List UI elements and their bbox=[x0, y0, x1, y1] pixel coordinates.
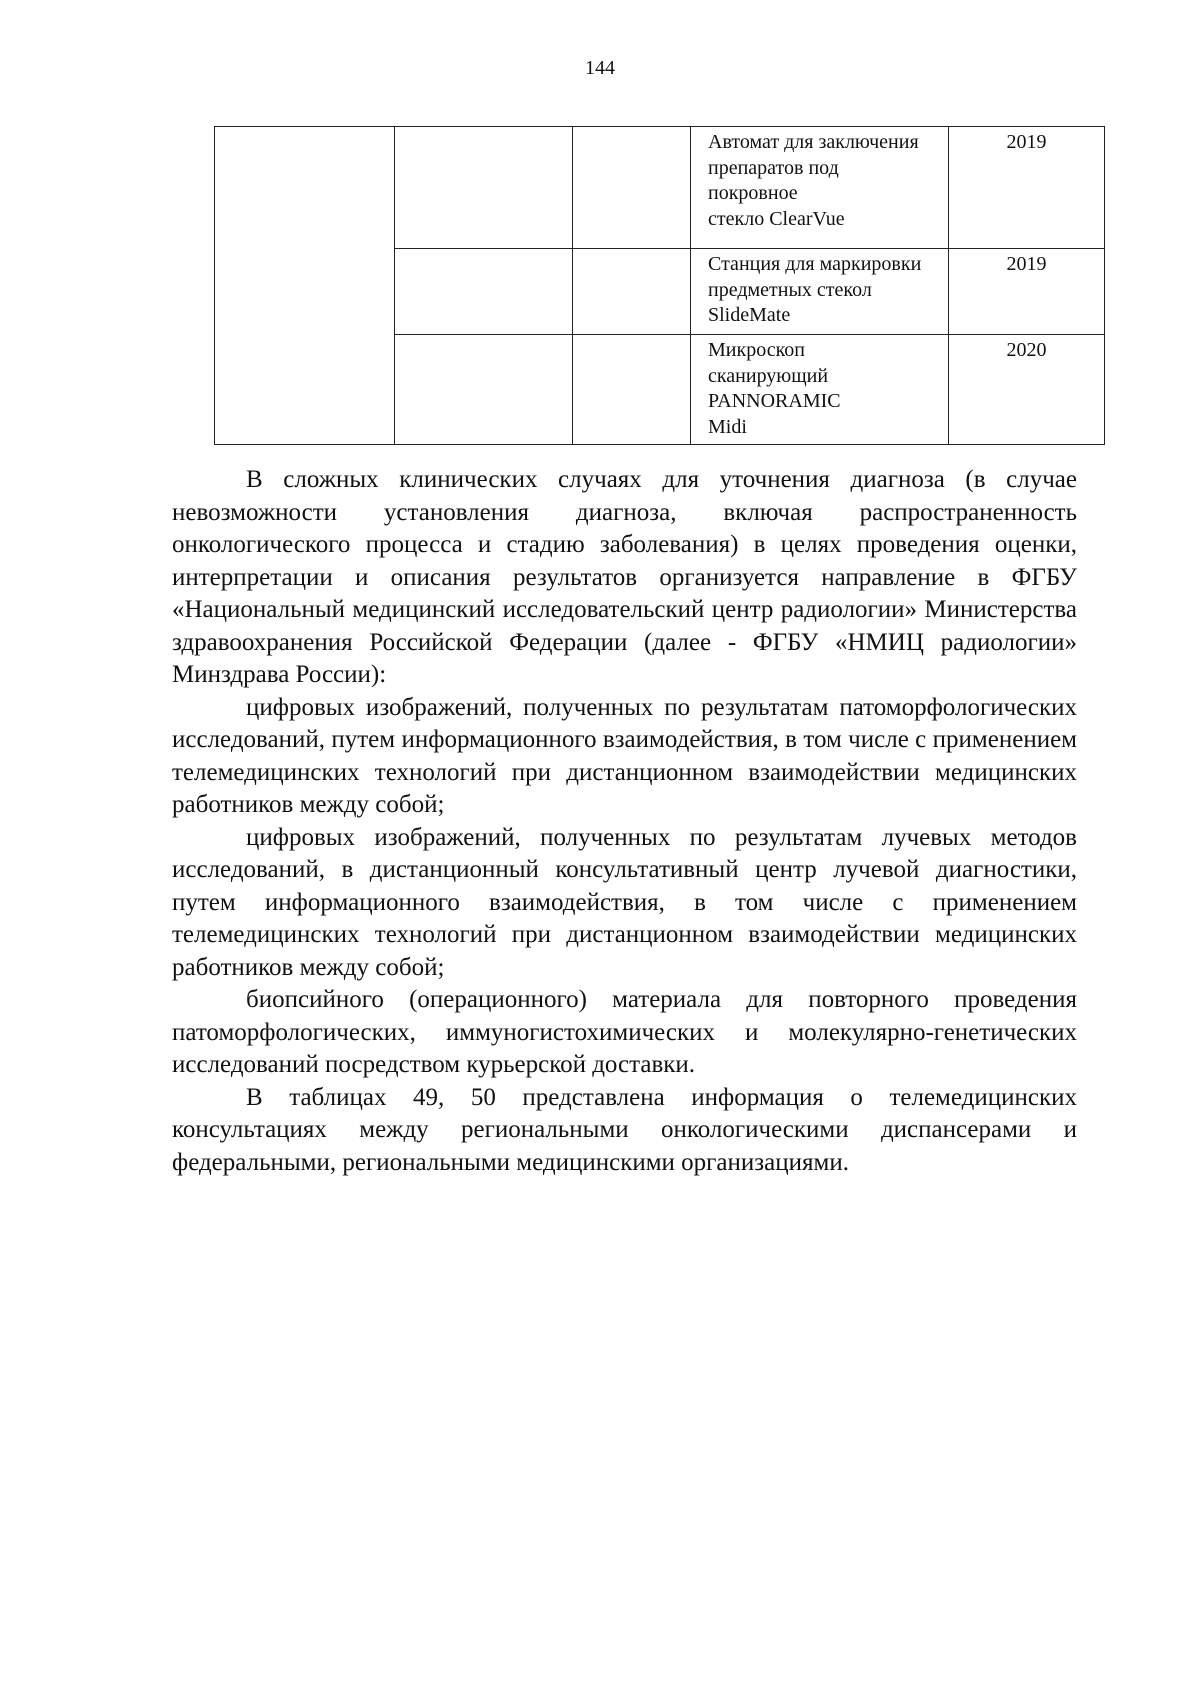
equipment-year: 2019 bbox=[949, 249, 1105, 335]
table-cell-empty bbox=[573, 335, 691, 445]
table-cell-empty bbox=[395, 249, 573, 335]
paragraph-pathomorphology-images: цифровых изображений, полученных по результатам патоморфологических исследований, путем информационного взаимодействия, в том числе с применением телемедицинских технологий при дистанционном взаимодействии медицинских работников между собой; bbox=[172, 693, 1077, 818]
equipment-name: Микроскоп сканирующий PANNORAMIC Midi bbox=[691, 335, 949, 445]
body-text bbox=[172, 464, 1077, 1179]
equipment-year: 2019 bbox=[949, 127, 1105, 249]
equipment-name: Станция для маркировки предметных стекол SlideMate bbox=[691, 249, 949, 335]
paragraph-tables-reference: В таблицах 49, 50 представлена информация о телемедицинских консультациях между региональными онкологическими диспансерами и федеральными, региональными медицинскими организациями. bbox=[172, 1083, 1077, 1176]
table-cell-empty bbox=[395, 335, 573, 445]
table-cell-empty bbox=[395, 127, 573, 249]
equipment-year: 2020 bbox=[949, 335, 1105, 445]
page-number: 144 bbox=[585, 57, 615, 79]
paragraph-biopsy-material: биопсийного (операционного) материала для повторного проведения патоморфологических, иммуногистохимических и молекулярно-генетических исследований посредством курьерской доставки. bbox=[172, 986, 1077, 1078]
table-cell-empty bbox=[215, 127, 395, 445]
table-cell-empty bbox=[573, 127, 691, 249]
table-row bbox=[215, 127, 1105, 249]
paragraph-radiology-images: цифровых изображений, полученных по результатам лучевых методов исследований, в дистанционный консультативный центр лучевой диагностики, путем информационного взаимодействия, в том числе с применением телемедицинских технологий при дистанционном взаимодействии медицинских работников между собой; bbox=[172, 823, 1077, 981]
table-cell-empty bbox=[573, 249, 691, 335]
equipment-name: Автомат для заключения препаратов под покровное стекло ClearVue bbox=[691, 127, 949, 249]
equipment-table bbox=[214, 126, 1105, 445]
paragraph-referral-intro: В сложных клинических случаях для уточнения диагноза (в случае невозможности установления диагноза, включая распространенность онкологического процесса и стадию заболевания) в целях проведения оценки, интерпретации и описания результатов организуется направление в ФГБУ «Национальный медицинский исследовательский центр радиологии» Министерства здравоохранения Российской Федерации (далее - ФГБУ «НМИЦ радиологии» Минздрава России): bbox=[172, 466, 1077, 688]
